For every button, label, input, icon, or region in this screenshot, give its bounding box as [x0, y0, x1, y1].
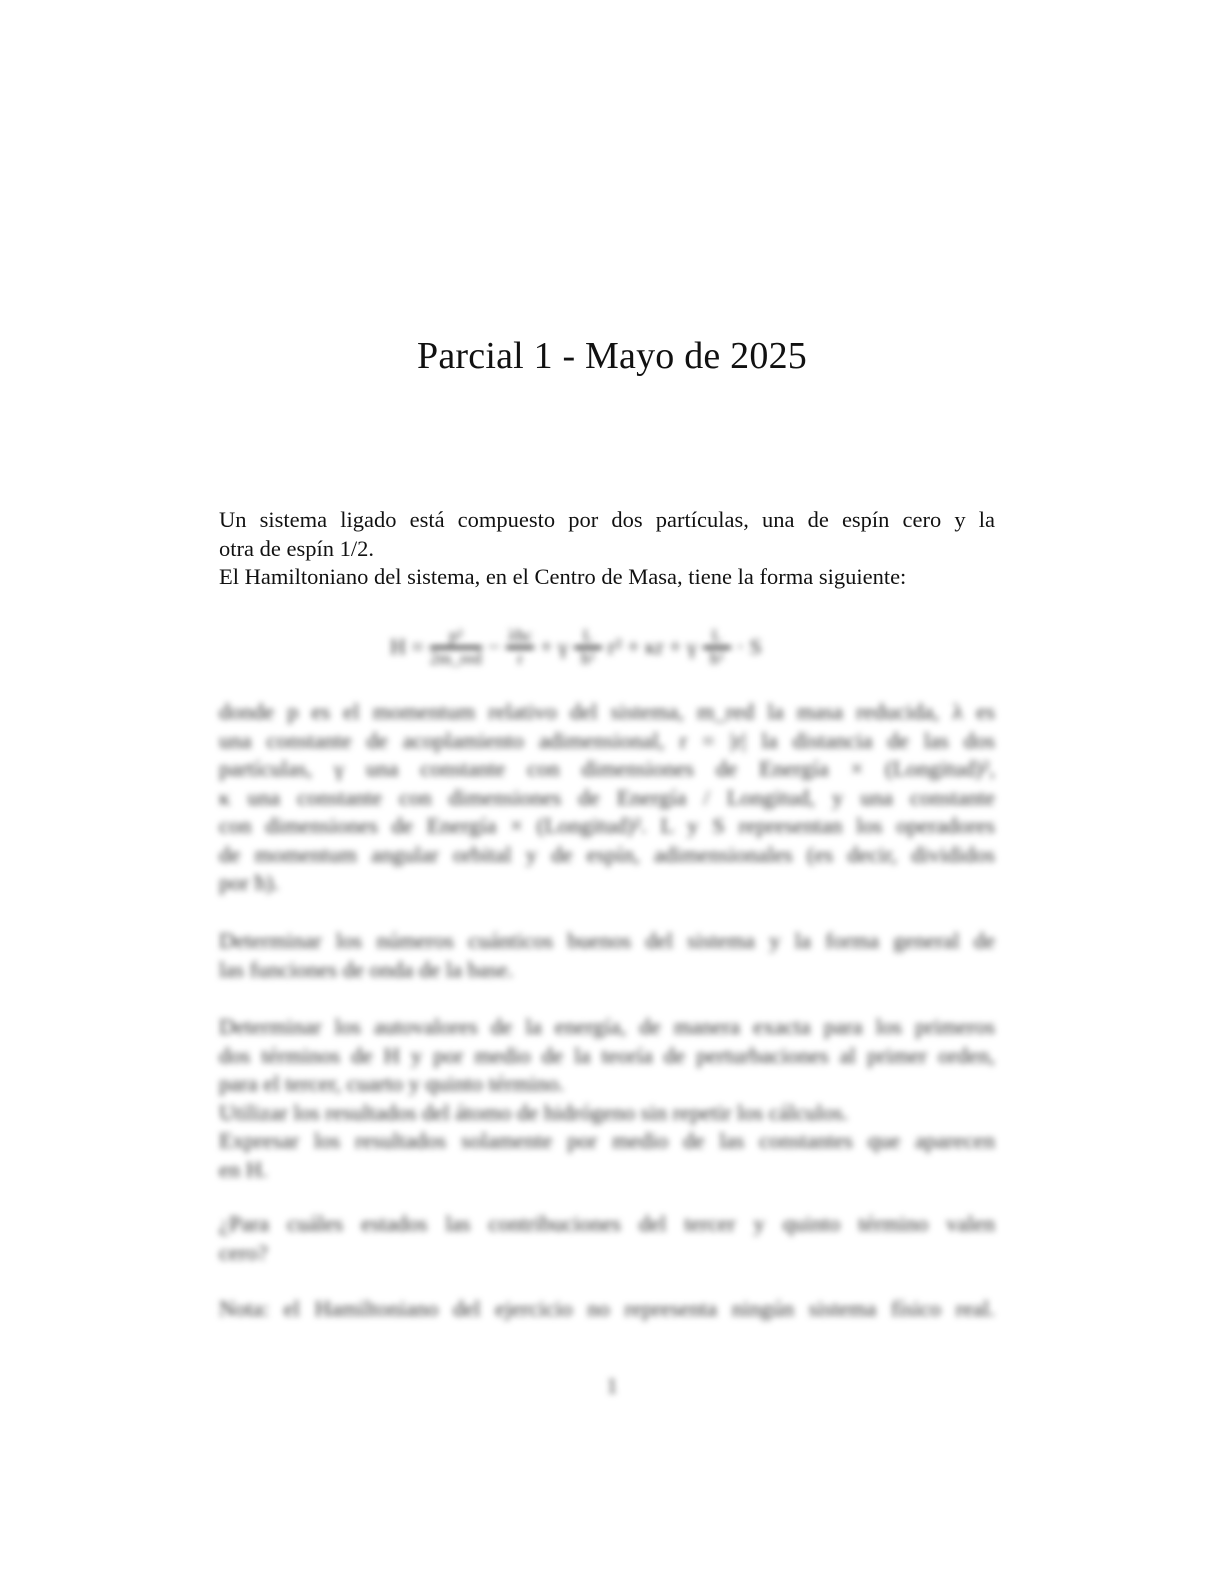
- eq-frac3-num: L: [582, 625, 593, 645]
- definitions-line-6: de momentum angular orbital y de espín, adimensionales (es decir, divididos: [219, 841, 995, 867]
- page-title: Parcial 1 - Mayo de 2025: [417, 335, 807, 377]
- eq-frac4-den: ħ²: [709, 648, 724, 668]
- eq-fraction-orbital: [574, 626, 602, 669]
- intro-line-3: El Hamiltoniano del sistema, en el Centro de Masa, tiene la forma siguiente:: [219, 564, 907, 589]
- note-paragraph: [219, 1295, 995, 1324]
- definitions-line-5: con dimensiones de Energía × (Longitud)². L y S representan los operadores: [219, 813, 995, 838]
- definitions-line-4: κ una constante con dimensiones de Energía / Longitud, y una constante: [219, 784, 995, 810]
- question-2-paragraph: [219, 1013, 995, 1184]
- page-number: 1: [606, 1373, 618, 1398]
- eq-op2: + γ: [540, 634, 568, 659]
- question-1-paragraph: [219, 927, 995, 984]
- eq-frac2-num: λħc: [508, 625, 533, 645]
- question-1-line-1: Determinar los números cuánticos buenos del sistema y la forma general de: [219, 928, 995, 953]
- intro-paragraph: [219, 506, 995, 592]
- intro-line-1: Un sistema ligado está compuesto por dos partículas, una de espín cero y la: [219, 507, 995, 532]
- eq-frac4-num: L: [711, 625, 722, 645]
- eq-mid: r² + κr + γ: [607, 634, 697, 659]
- definitions-line-2: una constante de acoplamiento adimensional, r = |r| la distancia de las dos: [219, 727, 995, 753]
- definitions-paragraph: [219, 698, 995, 898]
- question-3-line-2: cero?: [219, 1239, 268, 1265]
- hamiltonian-equation: [390, 618, 830, 676]
- question-2-line-1: Determinar los autovalores de la energía, de manera exacta para los primeros: [219, 1014, 995, 1039]
- eq-fraction-spin-orbit: [703, 626, 731, 669]
- definitions-line-7: por ħ).: [219, 870, 279, 895]
- question-2-line-3: para el tercer, cuarto y quinto término.: [219, 1071, 565, 1096]
- eq-tail: · S: [736, 634, 762, 659]
- eq-frac1-den: 2m_red: [429, 648, 482, 668]
- intro-line-2: otra de espín 1/2.: [219, 535, 374, 561]
- eq-fraction-coulomb: [506, 626, 534, 669]
- eq-fraction-kinetic: [430, 626, 482, 669]
- eq-lhs: H =: [390, 634, 424, 659]
- question-2-line-2: dos términos de H y por medio de la teoría de perturbaciones al primer orden,: [219, 1042, 995, 1068]
- eq-frac3-den: ħ²: [580, 648, 595, 668]
- eq-frac1-num: p²: [448, 625, 463, 645]
- question-3-paragraph: [219, 1210, 995, 1267]
- question-3-line-1: ¿Para cuáles estados las contribuciones del tercer y quinto término valen: [219, 1211, 995, 1236]
- question-2-line-5: Expresar los resultados solamente por medio de las constantes que aparecen: [219, 1128, 995, 1153]
- question-2-line-6: en H.: [219, 1156, 268, 1182]
- definitions-line-3: partículas, γ una constante con dimensiones de Energía × (Longitud)²,: [219, 756, 995, 781]
- question-1-line-2: las funciones de onda de la base.: [219, 956, 514, 982]
- question-2-line-4: Utilizar los resultados del átomo de hidrógeno sin repetir los cálculos.: [219, 1099, 849, 1125]
- eq-frac2-den: r: [517, 648, 523, 668]
- eq-op1: −: [487, 634, 501, 659]
- definitions-line-1: donde p es el momentum relativo del sistema, m_red la masa reducida, λ es: [219, 699, 995, 724]
- note-line-1: Nota: el Hamiltoniano del ejercicio no representa ningún sistema físico real.: [219, 1296, 995, 1321]
